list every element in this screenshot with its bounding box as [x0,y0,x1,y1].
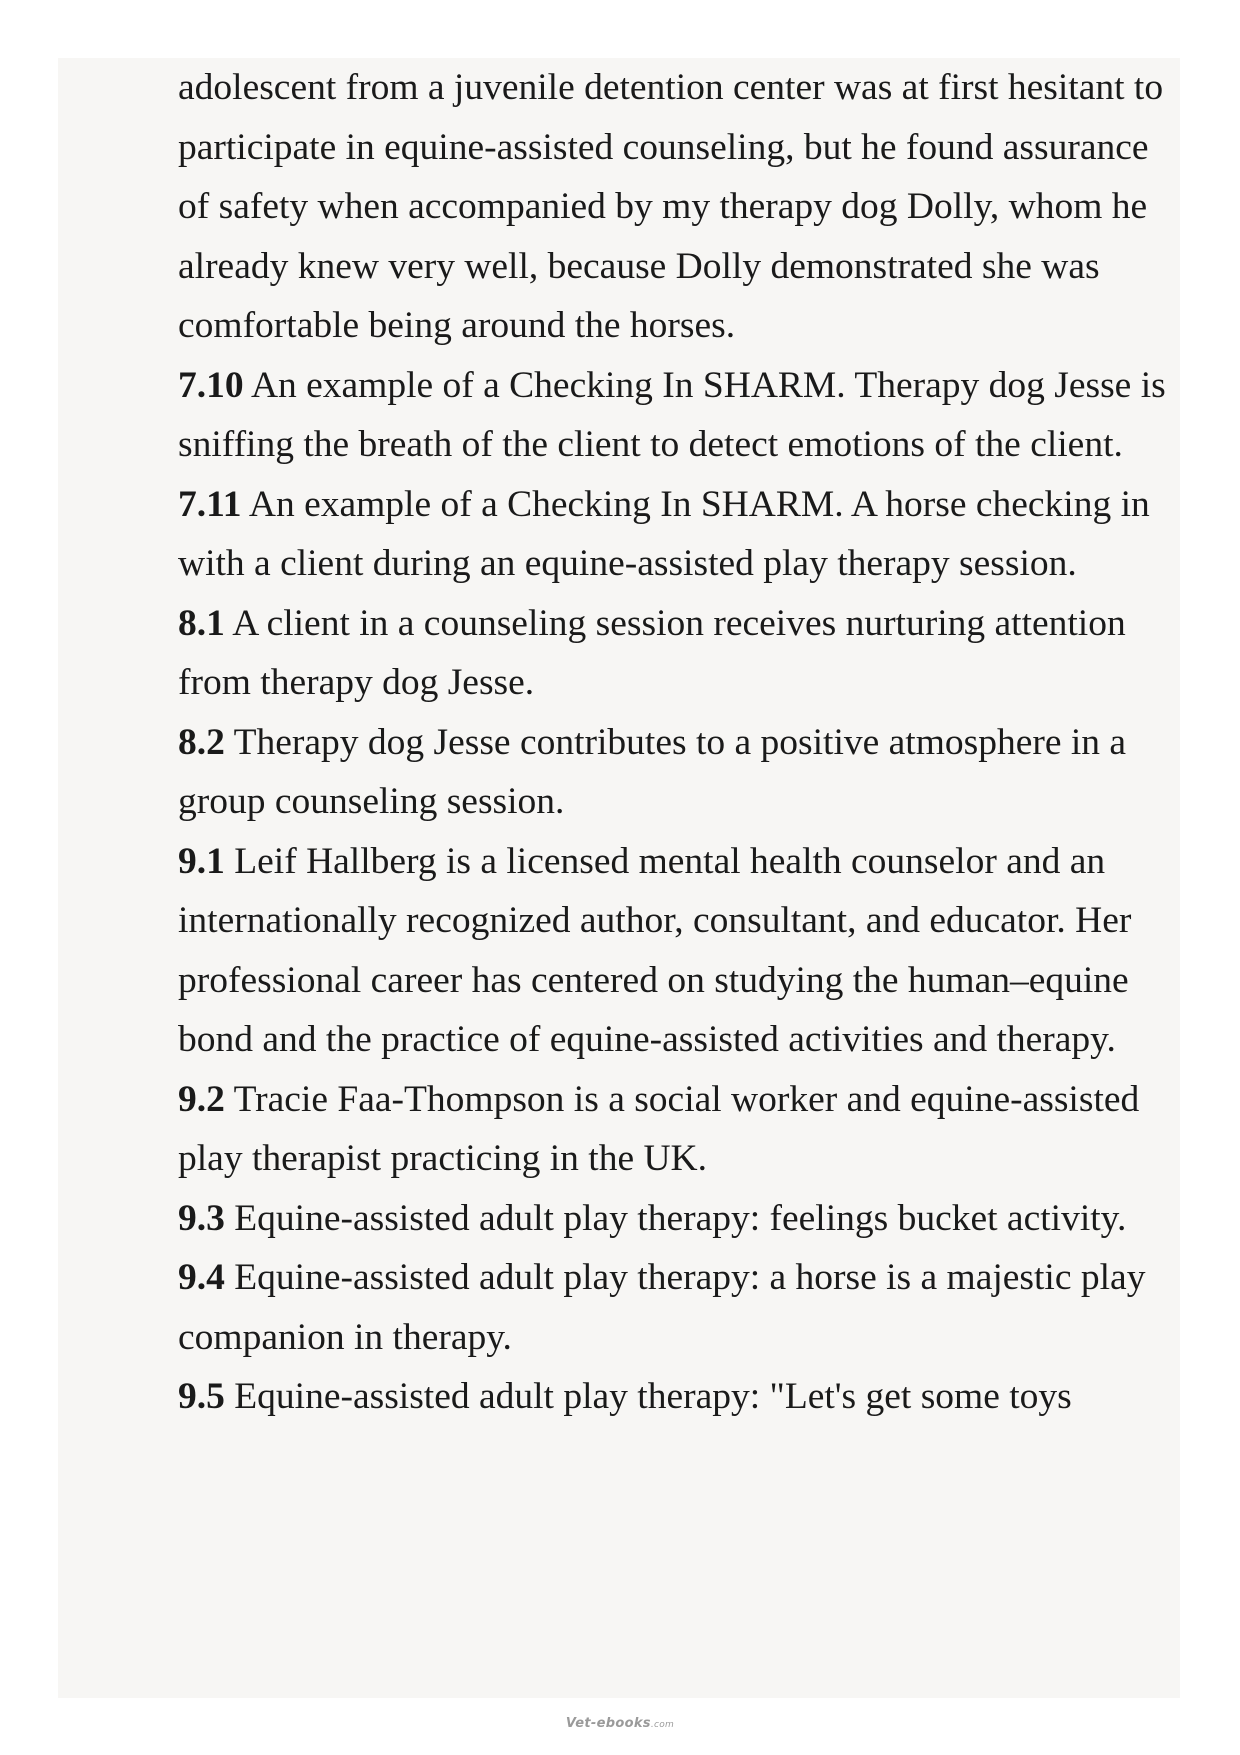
caption-entry [178,832,1168,1070]
caption-entry [178,475,1168,594]
entry-text: Equine-assisted adult play therapy: feelings bucket activity. [234,1197,1127,1239]
entry-text: Tracie Faa-Thompson is a social worker and equine-assisted play therapist practicing in the UK. [178,1078,1140,1179]
entry-number: 8.1 [178,602,225,644]
caption-entry [178,1367,1168,1427]
entry-text: Equine-assisted adult play therapy: a horse is a majestic play companion in therapy. [178,1257,1146,1358]
caption-entry [178,1248,1168,1367]
watermark-logo [0,1716,1240,1731]
entry-number: 9.4 [178,1257,225,1298]
caption-entry [178,713,1168,832]
caption-entry [178,1189,1168,1249]
caption-list [178,58,1168,1427]
caption-entry [178,1070,1168,1189]
entry-number: 8.2 [178,721,225,763]
entry-number: 7.10 [178,364,244,406]
entry-text: An example of a Checking In SHARM. Therapy dog Jesse is sniffing the breath of the client to detect emotions of the client. [178,364,1166,465]
entry-text: Equine-assisted adult play therapy: "Let's get some toys [234,1376,1072,1417]
entry-text: An example of a Checking In SHARM. A horse checking in with a client during an equine-assisted play therapy session. [178,483,1150,584]
entry-number: 7.11 [178,483,242,525]
caption-entry [178,594,1168,713]
entry-number: 9.5 [178,1376,225,1417]
entry-text: Leif Hallberg is a licensed mental health counselor and an internationally recognized author, consultant, and educator. Her professional career has centered on studying the human–equine bond and the practice of equine-assisted activities and therapy. [178,840,1132,1060]
entry-text: A client in a counseling session receives nurturing attention from therapy dog Jesse. [178,602,1126,703]
continuation-paragraph: adolescent from a juvenile detention center was at first hesitant to participate in equine-assisted counseling, but he found assurance of safety when accompanied by my therapy dog Dolly, whom he already knew very well, because Dolly demonstrated she was comfortable being around the horses. [178,67,1164,346]
watermark-brand: Vet-ebooks [565,1716,651,1731]
watermark-suffix: .com [650,1720,675,1730]
entry-number: 9.3 [178,1197,225,1239]
entry-number: 9.2 [178,1078,225,1120]
caption-entry [178,356,1168,475]
page-area [58,58,1180,1698]
entry-number: 9.1 [178,840,225,882]
entry-text: Therapy dog Jesse contributes to a positive atmosphere in a group counseling session. [178,721,1127,822]
